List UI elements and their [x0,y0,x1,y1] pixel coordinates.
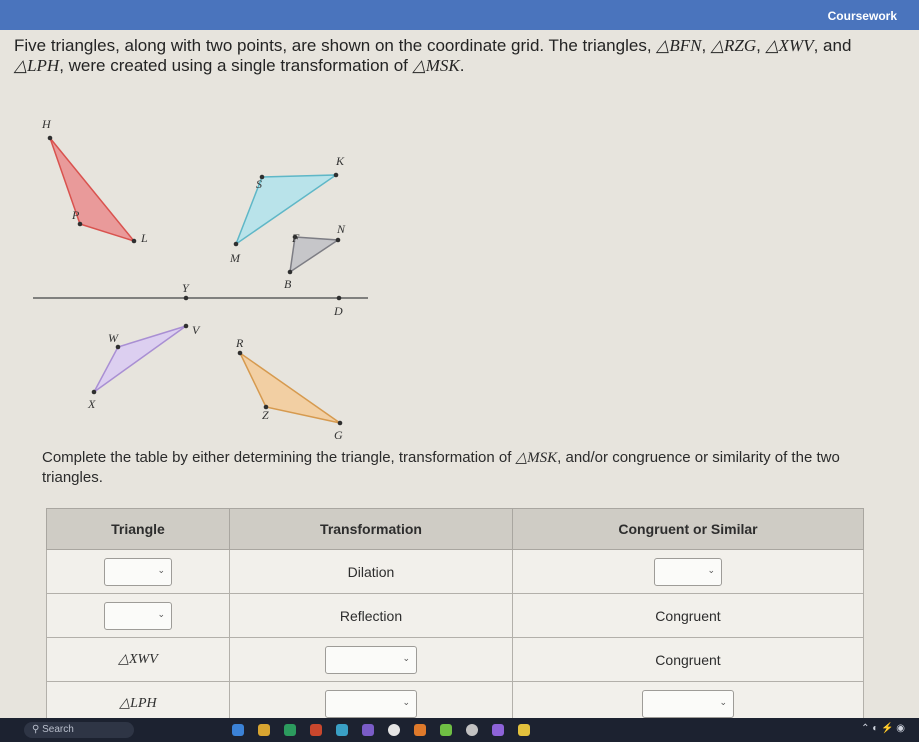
triangle-cell: △LPH [47,682,230,726]
answer-table [46,508,864,726]
point-b [288,270,293,275]
triangle-xwv: △XWV [765,36,814,55]
app-icon[interactable] [362,724,374,736]
point-d [337,296,342,301]
chevron-down-icon: ⌄ [402,652,410,663]
label-n: N [337,222,346,236]
label-d: D [334,304,343,318]
label-p: P [72,208,80,222]
congruence-dropdown[interactable] [654,558,722,586]
transformation-cell: Reflection [230,594,513,638]
label-r: R [236,336,244,350]
system-tray[interactable]: ⌃ ◐ ⚡ ◉ [861,723,905,734]
taskbar [0,718,919,742]
table-row [47,594,864,638]
app-icon[interactable] [466,724,478,736]
chevron-down-icon: ⌄ [707,564,715,575]
search-icon: ⚲ [32,724,40,735]
label-f: F [292,231,300,245]
point-h [48,136,53,141]
triangle-rzg-shape [240,353,340,423]
app-icon[interactable] [414,724,426,736]
instruction-text: Complete the table by either determining the triangle, transformation of △MSK, and/or congruence or similarity of the two triangles. [42,449,840,486]
label-s: S [256,177,262,191]
label-g: G [334,428,343,441]
congruence-cell: Congruent [513,594,864,638]
transformation-dropdown[interactable] [325,690,417,718]
label-h: H [42,117,51,131]
label-y: Y [182,281,189,295]
app-icon[interactable] [492,724,504,736]
point-k [334,173,339,178]
chevron-down-icon: ⌄ [157,608,165,619]
point-r [238,351,243,356]
chevron-down-icon: ⌄ [402,696,410,707]
label-v: V [192,323,200,337]
congruence-dropdown[interactable] [642,690,734,718]
point-y [184,296,189,301]
taskbar-search[interactable]: ⚲ Search [24,722,134,738]
app-icon[interactable] [232,724,244,736]
app-icon[interactable] [518,724,530,736]
app-icon[interactable] [336,724,348,736]
point-l [132,239,137,244]
chevron-down-icon: ⌄ [157,564,165,575]
app-icon[interactable] [440,724,452,736]
point-p [78,222,83,227]
point-g [338,421,343,426]
header-congruence: Congruent or Similar [513,509,864,550]
transformation-dropdown[interactable] [325,646,417,674]
triangle-msk: △MSK [412,56,460,75]
label-m: M [230,251,240,265]
question-intro: Five triangles, along with two points, are shown on the coordinate grid. The triangles, △BFN, △RZG, △XWV, and △LPH, were created using a single transformation of △MSK. [14,36,852,75]
transformation-cell: Dilation [230,550,513,594]
point-m [234,242,239,247]
header-triangle: Triangle [47,509,230,550]
triangle-lph-shape [50,138,134,241]
point-n [336,238,341,243]
point-v [184,324,189,329]
point-x [92,390,97,395]
header-transformation: Transformation [230,509,513,550]
triangle-lph: △LPH [14,56,60,75]
app-icon[interactable] [310,724,322,736]
triangle-rzg: △RZG [710,36,757,55]
triangle-cell: △XWV [47,638,230,682]
label-x: X [88,397,96,411]
label-k: K [336,154,345,168]
triangle-bfn: △BFN [656,36,702,55]
label-w: W [108,331,118,345]
question-panel [0,30,919,718]
congruence-cell: Congruent [513,638,864,682]
coordinate-grid [28,116,373,441]
folder-icon[interactable] [258,724,270,736]
course-label: Coursework [827,9,897,23]
triangle-dropdown[interactable] [104,602,172,630]
triangle-msk-shape [236,175,336,244]
triangle-dropdown[interactable] [104,558,172,586]
label-z: Z [262,408,269,422]
point-w [116,345,121,350]
chevron-down-icon: ⌄ [719,696,727,707]
top-bar [0,0,919,30]
label-b: B [284,277,292,291]
table-row [47,550,864,594]
table-row [47,638,864,682]
app-icon[interactable] [284,724,296,736]
label-l: L [141,231,148,245]
browser-icon[interactable] [388,724,400,736]
